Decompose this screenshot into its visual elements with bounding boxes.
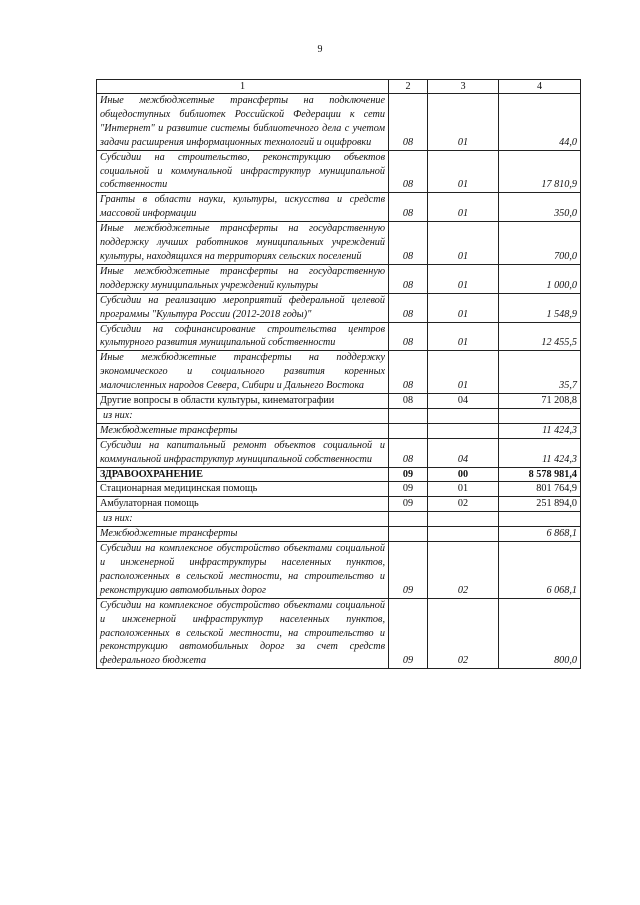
budget-table	[96, 79, 581, 669]
row-name-cell: Другие вопросы в области культуры, кинематографии	[97, 394, 389, 409]
row-name-cell: Субсидии на софинансирование строительства центров культурного развития муниципальной собственности	[97, 322, 389, 351]
row-section-cell: 09	[389, 542, 428, 599]
row-section-cell: 09	[389, 598, 428, 669]
row-name-cell: Стационарная медицинская помощь	[97, 482, 389, 497]
table-header-row	[97, 80, 581, 94]
row-name-cell: Иные межбюджетные трансферты на подключение общедоступных библиотек Российской Федерации к сети "Интернет" и развитие системы библиотечного дела с учетом задачи расширения информационных технологий и оцифровки	[97, 94, 389, 151]
table-row	[97, 438, 581, 467]
row-subsection-cell	[428, 527, 499, 542]
row-amount-cell: 8 578 981,4	[499, 467, 581, 482]
row-subsection-cell: 01	[428, 322, 499, 351]
table-row	[97, 351, 581, 394]
row-section-cell: 09	[389, 497, 428, 512]
row-amount-cell: 11 424,3	[499, 438, 581, 467]
row-section-cell: 09	[389, 482, 428, 497]
row-name-cell: Межбюджетные трансферты	[97, 527, 389, 542]
table-row	[97, 527, 581, 542]
row-name-cell: Субсидии на капитальный ремонт объектов социальной и коммунальной инфраструктур муниципальной собственности	[97, 438, 389, 467]
row-section-cell: 09	[389, 467, 428, 482]
row-subsection-cell: 02	[428, 542, 499, 599]
row-section-cell: 08	[389, 394, 428, 409]
row-amount-cell: 350,0	[499, 193, 581, 222]
row-amount-cell: 12 455,5	[499, 322, 581, 351]
row-amount-cell: 801 764,9	[499, 482, 581, 497]
table-row	[97, 467, 581, 482]
row-section-cell	[389, 512, 428, 527]
row-subsection-cell: 04	[428, 394, 499, 409]
column-header-1: 1	[97, 80, 389, 94]
table-row	[97, 497, 581, 512]
table-row	[97, 150, 581, 193]
row-name-cell: Субсидии на строительство, реконструкцию объектов социальной и коммунальной инфраструктур муниципальной собственности	[97, 150, 389, 193]
row-section-cell: 08	[389, 351, 428, 394]
row-amount-cell: 71 208,8	[499, 394, 581, 409]
table-row	[97, 482, 581, 497]
row-subsection-cell: 01	[428, 351, 499, 394]
table-row	[97, 423, 581, 438]
table-row	[97, 94, 581, 151]
table-row	[97, 322, 581, 351]
row-section-cell: 08	[389, 322, 428, 351]
row-name-cell: Иные межбюджетные трансферты на государственную поддержку лучших работников муниципальных учреждений культуры, находящихся на территориях сельских поселений	[97, 222, 389, 265]
row-subsection-cell: 04	[428, 438, 499, 467]
row-subsection-cell: 01	[428, 94, 499, 151]
row-subsection-cell: 02	[428, 497, 499, 512]
row-amount-cell: 800,0	[499, 598, 581, 669]
row-name-cell: ЗДРАВООХРАНЕНИЕ	[97, 467, 389, 482]
row-amount-cell: 700,0	[499, 222, 581, 265]
row-section-cell: 08	[389, 193, 428, 222]
row-section-cell	[389, 527, 428, 542]
column-header-3: 3	[428, 80, 499, 94]
page-number: 9	[317, 44, 323, 55]
row-section-cell: 08	[389, 293, 428, 322]
row-amount-cell: 35,7	[499, 351, 581, 394]
row-amount-cell: 6 068,1	[499, 542, 581, 599]
row-section-cell: 08	[389, 150, 428, 193]
row-name-cell: Межбюджетные трансферты	[97, 423, 389, 438]
row-name-cell: Субсидии на комплексное обустройство объектами социальной и инженерной инфраструктур населенных пунктов, расположенных в сельской местности, на строительство и реконструкцию автомобильных дорог за счет средств федерального бюджета	[97, 598, 389, 669]
row-amount-cell: 6 868,1	[499, 527, 581, 542]
row-subsection-cell	[428, 408, 499, 423]
table-row	[97, 408, 581, 423]
table-row	[97, 512, 581, 527]
row-section-cell	[389, 423, 428, 438]
row-amount-cell: 44,0	[499, 94, 581, 151]
row-subsection-cell: 01	[428, 293, 499, 322]
row-section-cell: 08	[389, 222, 428, 265]
row-name-cell: Субсидии на комплексное обустройство объектами социальной и инженерной инфраструктуры населенных пунктов, расположенных в сельской местности, на строительство и реконструкцию автомобильных дорог	[97, 542, 389, 599]
row-amount-cell: 1 548,9	[499, 293, 581, 322]
row-subsection-cell: 01	[428, 482, 499, 497]
row-name-cell: Амбулаторная помощь	[97, 497, 389, 512]
table-row	[97, 222, 581, 265]
row-amount-cell	[499, 512, 581, 527]
row-name-cell: из них:	[97, 408, 389, 423]
row-amount-cell: 17 810,9	[499, 150, 581, 193]
row-subsection-cell: 01	[428, 150, 499, 193]
row-name-cell: Субсидии на реализацию мероприятий федеральной целевой программы "Культура России (2012-2018 годы)"	[97, 293, 389, 322]
row-name-cell: из них:	[97, 512, 389, 527]
row-name-cell: Гранты в области науки, культуры, искусства и средств массовой информации	[97, 193, 389, 222]
row-subsection-cell	[428, 512, 499, 527]
table-row	[97, 293, 581, 322]
row-section-cell: 08	[389, 438, 428, 467]
row-name-cell: Иные межбюджетные трансферты на государственную поддержку муниципальных учреждений культуры	[97, 264, 389, 293]
column-header-4: 4	[499, 80, 581, 94]
table-row	[97, 598, 581, 669]
row-subsection-cell: 00	[428, 467, 499, 482]
table-row	[97, 542, 581, 599]
row-subsection-cell: 01	[428, 193, 499, 222]
row-amount-cell: 11 424,3	[499, 423, 581, 438]
row-subsection-cell: 01	[428, 264, 499, 293]
table-row	[97, 264, 581, 293]
row-name-cell: Иные межбюджетные трансферты на поддержку экономического и социального развития коренных малочисленных народов Севера, Сибири и Дальнего Востока	[97, 351, 389, 394]
row-amount-cell	[499, 408, 581, 423]
row-section-cell: 08	[389, 264, 428, 293]
row-amount-cell: 1 000,0	[499, 264, 581, 293]
column-header-2: 2	[389, 80, 428, 94]
row-subsection-cell	[428, 423, 499, 438]
table-row	[97, 193, 581, 222]
row-section-cell	[389, 408, 428, 423]
table-row	[97, 394, 581, 409]
row-subsection-cell: 02	[428, 598, 499, 669]
row-section-cell: 08	[389, 94, 428, 151]
row-amount-cell: 251 894,0	[499, 497, 581, 512]
row-subsection-cell: 01	[428, 222, 499, 265]
